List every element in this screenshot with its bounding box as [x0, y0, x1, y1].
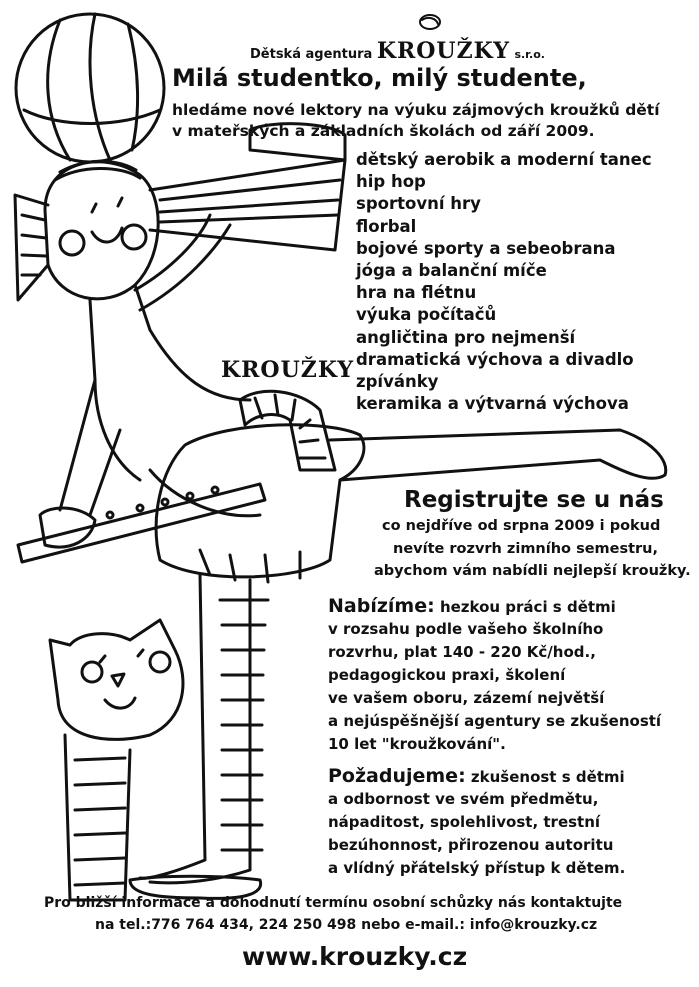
logo-swirl-icon: [420, 15, 440, 29]
list-item: sportovní hry: [356, 194, 481, 214]
list-item: dětský aerobik a moderní tanec: [356, 150, 652, 169]
requirements-line: a odbornost ve svém předmětu,: [328, 790, 599, 808]
offer-line: v rozsahu podle vašeho školního: [328, 620, 604, 638]
agency-prefix: Dětská agentura: [250, 47, 373, 62]
headline: Milá studentko, milý studente,: [172, 64, 587, 92]
contact-line-2: na tel.:776 764 434, 224 250 498 nebo e-mail.: info@krouzky.cz: [95, 917, 598, 933]
registration-line-3: abychom vám nabídli nejlepší kroužky.: [374, 563, 691, 579]
beach-ball-icon: [16, 14, 164, 162]
requirements-line: a vlídný přátelský přístup k dětem.: [328, 859, 626, 877]
contact-line-1: Pro bližší informace a dohodnutí termínu osobní schůzky nás kontaktujte: [44, 895, 623, 911]
list-item: výuka počítačů: [356, 305, 497, 325]
intro-line-1: hledáme nové lektory na výuku zájmových kroužků dětí: [172, 101, 660, 119]
cat-icon: [50, 620, 183, 900]
list-item: florbal: [356, 216, 417, 236]
agency-header: [250, 38, 545, 64]
list-item: bojové sporty a sebeobrana: [356, 238, 616, 258]
activities-list: [356, 149, 652, 415]
registration-line-1: co nejdříve od srpna 2009 i pokud: [382, 518, 661, 534]
offer-heading: Nabízíme:: [328, 595, 435, 617]
list-item: jóga a balanční míče: [356, 261, 547, 281]
offer-line: a nejúspěšnější agentury se zkušeností: [328, 712, 662, 730]
offer-first: hezkou práci s dětmi: [439, 598, 616, 616]
offer-line: pedagogickou praxi, školení: [328, 666, 566, 684]
list-item: hip hop: [356, 172, 426, 192]
requirements-first: zkušenost s dětmi: [470, 768, 625, 786]
flute-icon: [18, 484, 265, 562]
agency-suffix: s.r.o.: [514, 48, 545, 61]
list-item: angličtina pro nejmenší: [356, 327, 576, 347]
requirements-line: bezúhonnost, přirozenou autoritu: [328, 836, 614, 854]
list-item: dramatická výchova a divadlo: [356, 349, 634, 369]
offer-line: ve vašem oboru, zázemí největší: [328, 689, 605, 707]
offer-line: 10 let "kroužkování".: [328, 735, 506, 753]
requirements-first-line: [328, 765, 625, 787]
list-item: keramika a výtvarná výchova: [356, 394, 629, 414]
requirements-line: nápaditost, spolehlivost, trestní: [328, 813, 601, 831]
website-link[interactable]: www.krouzky.cz: [242, 942, 468, 971]
offer-line: rozvrhu, plat 140 - 220 Kč/hod.,: [328, 643, 596, 661]
requirements-heading: Požadujeme:: [328, 765, 466, 787]
list-item: hra na flétnu: [356, 283, 477, 303]
illustration-logo: KROUŽKY: [221, 357, 355, 383]
intro-line-2: v mateřských a základních školách od září 2009.: [172, 122, 595, 140]
agency-logo: KROUŽKY: [376, 38, 510, 64]
registration-line-2: nevíte rozvrh zimního semestru,: [393, 541, 659, 557]
offer-first-line: [328, 595, 616, 617]
list-item: zpívánky: [356, 372, 439, 392]
registration-title: Registrujte se u nás: [404, 487, 664, 513]
